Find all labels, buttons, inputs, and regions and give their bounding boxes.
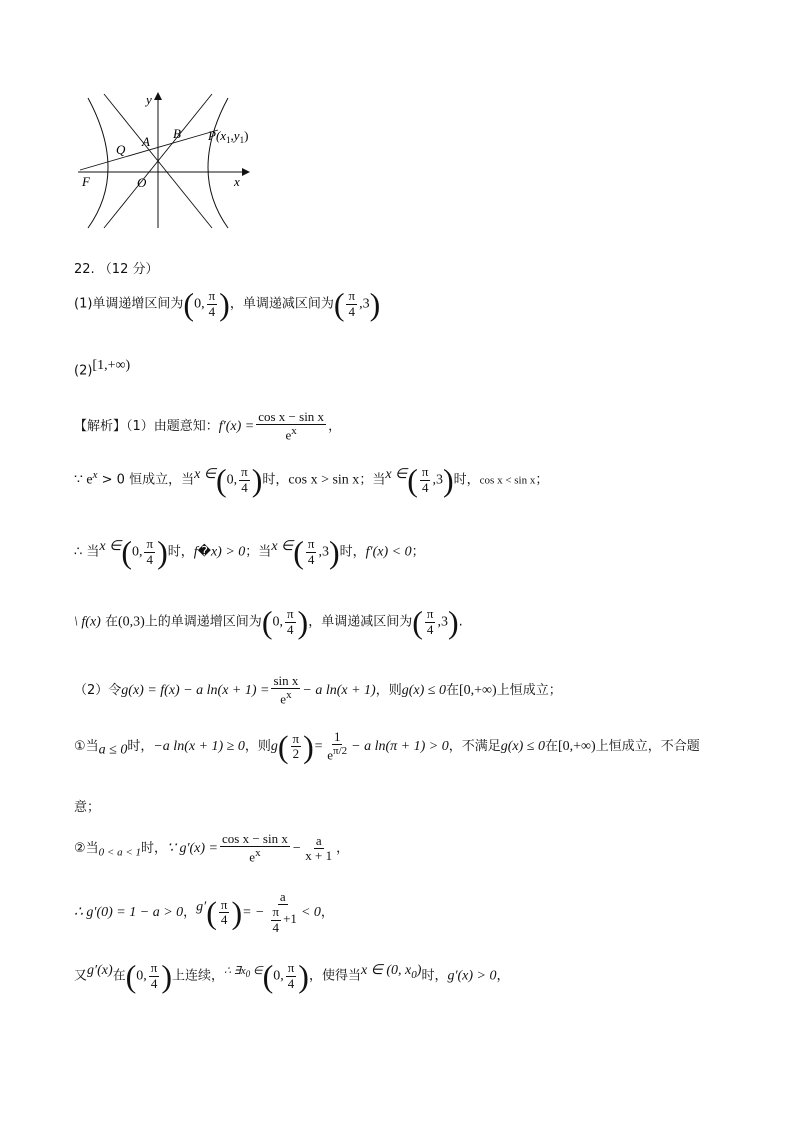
interval: [0,+∞) — [458, 682, 497, 698]
gprime-fraction-1 — [220, 832, 290, 865]
interval-left: 0, — [136, 968, 147, 984]
text: ，不满足 — [448, 738, 501, 754]
pi-over-4 — [346, 289, 357, 319]
paren-open: ( — [216, 462, 227, 498]
frac-den: 4 — [348, 303, 356, 319]
paren-close: ) — [297, 604, 309, 640]
frac-den: 4 — [146, 551, 154, 567]
text: 时， — [141, 840, 168, 856]
frac-den: 4 — [287, 975, 295, 991]
domain: (0,3) — [117, 614, 145, 630]
punct: ， — [320, 904, 334, 920]
frac-den-sup: x — [286, 689, 292, 702]
frac-num: π — [272, 904, 280, 920]
frac-num: π — [286, 606, 294, 622]
label-x: x — [234, 174, 240, 189]
frac-den: 2 — [292, 745, 300, 761]
eq: = — [313, 738, 324, 754]
pi-over-4 — [207, 289, 218, 319]
text: ，则 — [244, 738, 271, 754]
solution-line-4 — [74, 606, 463, 638]
plus-one: +1 — [283, 911, 297, 927]
paren-close: ) — [251, 462, 263, 498]
frac-den: 4 — [150, 975, 158, 991]
punct: ， — [183, 904, 197, 920]
text: 在 — [445, 682, 459, 698]
frac-num: π — [421, 464, 429, 480]
text: 时， — [421, 968, 448, 984]
interval-left: 0, — [226, 472, 238, 488]
x-in: x ∈ — [99, 539, 122, 555]
hyperbola-right-branch — [208, 98, 228, 228]
paren-open: ( — [261, 604, 273, 640]
solution-line-5 — [74, 674, 562, 707]
paren-open: ( — [125, 958, 137, 994]
label-Q: Q — [116, 142, 126, 157]
paren-close: ) — [161, 958, 173, 994]
solution-line-2 — [74, 464, 548, 496]
interval-right: ,3 — [437, 614, 448, 630]
sub-0: 0 — [411, 968, 417, 981]
hyperbola-figure — [76, 88, 254, 230]
interval-left: 0, — [131, 544, 143, 560]
punct: ； — [411, 544, 425, 560]
pi-over-4 — [271, 905, 282, 935]
because-e: ∵ e — [74, 472, 93, 488]
paren-close: ) — [369, 286, 381, 322]
interval-left: 0, — [272, 614, 283, 630]
paren-open: ( — [277, 728, 289, 765]
g-fraction — [271, 674, 300, 707]
label-B: B — [173, 126, 181, 141]
text: > 0 恒成立，当 — [97, 472, 195, 488]
frac-num: cos x − sin x — [258, 409, 325, 424]
interval: [0,+∞) — [557, 738, 596, 754]
text: 时， — [167, 544, 194, 560]
result: g′(x) > 0 — [447, 968, 497, 984]
gprime-fraction-2 — [303, 834, 334, 864]
solution-line-6-cont: 意； — [74, 800, 101, 815]
solution-line-9 — [74, 960, 510, 992]
frac-den-sup: π/2 — [333, 745, 348, 758]
interval-left: 0, — [194, 296, 205, 312]
expr: − a ln(π + 1) > 0 — [351, 738, 449, 754]
paren-close: ) — [303, 728, 314, 765]
paren-open: ( — [407, 462, 418, 498]
gprime: g′ — [196, 899, 207, 915]
cond: x ∈ (0, x — [360, 963, 412, 979]
label-F: F — [82, 174, 90, 189]
frac-num: 1 — [333, 729, 341, 744]
pi-over-4 — [239, 465, 250, 495]
in: ∈ — [250, 965, 263, 978]
label-A: A — [142, 134, 150, 149]
x-axis-arrow — [242, 168, 250, 176]
text: 时， — [127, 738, 154, 754]
paren-close: ) — [231, 894, 243, 931]
punct: ， — [336, 840, 350, 856]
cond: g(x) ≤ 0 — [401, 682, 446, 698]
ineq: cos x < sin x — [479, 474, 536, 487]
frac-den: e — [327, 747, 334, 763]
y-axis-arrow — [154, 92, 162, 100]
g-def: g(x) = f(x) − a ln(x + 1) = — [121, 682, 270, 698]
text: ；当 — [359, 472, 386, 488]
punct: ； — [535, 472, 549, 488]
frac-den: e — [285, 427, 292, 443]
text: 在 — [544, 738, 558, 754]
frac-num: a — [315, 832, 322, 848]
frac-den: 4 — [220, 911, 228, 927]
gprime: g′(x) — [87, 963, 113, 979]
paren-close: ) — [157, 534, 168, 570]
expr: −a ln(x + 1) ≥ 0 — [153, 738, 245, 754]
text: 时， — [339, 544, 366, 560]
text: 时， — [453, 472, 480, 488]
solution-line-7 — [74, 832, 349, 865]
gprime-value-fraction — [267, 890, 299, 935]
ineq: x) > 0 — [210, 544, 246, 560]
label-y: y — [146, 92, 152, 107]
solution-line-8 — [74, 890, 334, 935]
gprime-def: ∵ g′(x) = — [167, 840, 218, 856]
ineq: < 0 — [300, 904, 321, 920]
paren-open: ( — [183, 286, 195, 322]
text: 又 — [74, 968, 88, 984]
punct: . — [458, 614, 463, 630]
ineq: cos x > sin x — [288, 472, 360, 488]
frac-den: e — [249, 849, 256, 865]
frac-num: a — [279, 889, 286, 904]
g-rest: − a ln(x + 1) — [302, 682, 376, 698]
frac-den: 4 — [426, 621, 434, 637]
broken-glyph: � — [197, 544, 211, 560]
interval-right: ,3 — [432, 472, 443, 488]
answer-1-mid: ，单调递减区间为 — [229, 296, 334, 312]
fprime-fraction — [256, 410, 326, 443]
paren-close: ) — [442, 462, 454, 498]
cond: 0 < a < 1 — [98, 846, 142, 859]
ineq: f′(x) < 0 — [365, 544, 412, 560]
text: 时， — [262, 472, 289, 488]
frac-den: 4 — [241, 479, 248, 495]
pi-over-2 — [291, 732, 302, 762]
frac-num: π — [208, 288, 216, 304]
cond: g(x) ≤ 0 — [500, 738, 545, 754]
label-P: $P(x_1,y_1)$ — [208, 128, 249, 145]
interval-left: 0, — [273, 968, 284, 984]
frac-num: cos x − sin x — [222, 831, 288, 846]
paren-close: ) — [328, 534, 340, 570]
frac-den-sup: x — [291, 425, 297, 438]
frac-den-sup: x — [255, 847, 261, 860]
pi-over-4 — [306, 537, 317, 567]
text: ，则 — [375, 682, 402, 698]
therefore-f: \ f(x) — [74, 614, 101, 630]
frac-num: sin x — [273, 673, 299, 688]
text: 在 — [100, 614, 118, 630]
paren-close: ) — [447, 604, 459, 640]
text: 上的单调递增区间为 — [144, 614, 262, 630]
frac-num: π — [220, 896, 228, 912]
solution-line-1 — [74, 410, 341, 443]
interval-right: ,3 — [318, 544, 329, 560]
frac-den: 4 — [272, 919, 280, 935]
paren-open: ( — [262, 958, 274, 994]
paren-close: ) — [219, 286, 230, 322]
frac-den: 4 — [307, 551, 315, 567]
eq: = − — [242, 904, 265, 920]
text: ∴ 当 — [74, 544, 100, 560]
frac-den: 4 — [208, 303, 216, 319]
punct: ， — [496, 968, 510, 984]
frac-den: 4 — [287, 621, 294, 637]
frac-num: π — [287, 960, 295, 976]
text: ①当 — [74, 738, 99, 754]
frac-den: x + 1 — [305, 847, 333, 863]
paren-open: ( — [293, 534, 304, 570]
pi-over-4 — [286, 961, 297, 991]
cond: a ≤ 0 — [98, 742, 128, 758]
text: ②当 — [74, 840, 99, 856]
paren-open: ( — [333, 286, 345, 322]
frac-num: π — [150, 960, 158, 976]
text: 在 — [112, 968, 126, 984]
exists: ∴ ∃x — [224, 965, 246, 978]
minus: − — [291, 840, 302, 856]
pi-over-4 — [425, 607, 436, 637]
one-over-e — [325, 730, 349, 763]
paren-open: ( — [412, 604, 423, 640]
text: ，使得当 — [308, 968, 361, 984]
problem-number: 22. （12 分） — [74, 262, 159, 277]
solution-line-6 — [74, 730, 700, 763]
gprime-0: ∴ g′(0) = 1 − a > 0 — [74, 904, 184, 920]
pi-over-4 — [219, 898, 230, 928]
pi-over-4 — [285, 607, 296, 637]
answer-1 — [74, 288, 380, 320]
answer-1-prefix: (1)单调递增区间为 — [74, 296, 184, 312]
x-in: x ∈ — [194, 467, 216, 483]
pi-over-4 — [420, 465, 431, 495]
frac-num: π — [307, 536, 315, 552]
text: （2）令 — [74, 682, 122, 698]
cond-end: ) — [416, 963, 422, 979]
text: 上恒成立； — [496, 682, 562, 698]
g: g — [270, 738, 278, 754]
sub-0: 0 — [245, 969, 251, 980]
text: ；当 — [245, 544, 272, 560]
label-O: O — [137, 175, 147, 190]
answer-2-value: [1,+∞) — [92, 358, 131, 373]
paren-open: ( — [206, 894, 217, 931]
x-in: x ∈ — [271, 539, 294, 555]
frac-num: π — [241, 464, 248, 480]
text: 上恒成立，不合题 — [595, 738, 700, 754]
frac-den: e — [280, 691, 287, 707]
sup-x: x — [92, 469, 98, 482]
frac-num: π — [292, 730, 300, 746]
frac-num: π — [146, 536, 154, 552]
frac-num: π — [426, 606, 434, 622]
paren-close: ) — [298, 958, 309, 994]
answer-2 — [74, 358, 130, 379]
punct: ， — [328, 418, 342, 434]
interval-right: ,3 — [359, 296, 370, 312]
x-in: x ∈ — [385, 467, 408, 483]
frac-num: π — [348, 288, 356, 304]
answer-2-prefix: (2) — [74, 363, 93, 379]
paren-open: ( — [121, 534, 132, 570]
solution-line-3 — [74, 536, 425, 568]
text: 上连续， — [172, 968, 225, 984]
f: f — [193, 544, 198, 560]
fprime-expr: f′(x) = — [218, 418, 255, 434]
pi-over-4 — [144, 537, 155, 567]
text: ，单调递减区间为 — [308, 614, 413, 630]
solution-tag: 【解析】（1）由题意知： — [74, 418, 219, 434]
pi-over-4 — [149, 961, 160, 991]
frac-den: 4 — [421, 479, 429, 495]
